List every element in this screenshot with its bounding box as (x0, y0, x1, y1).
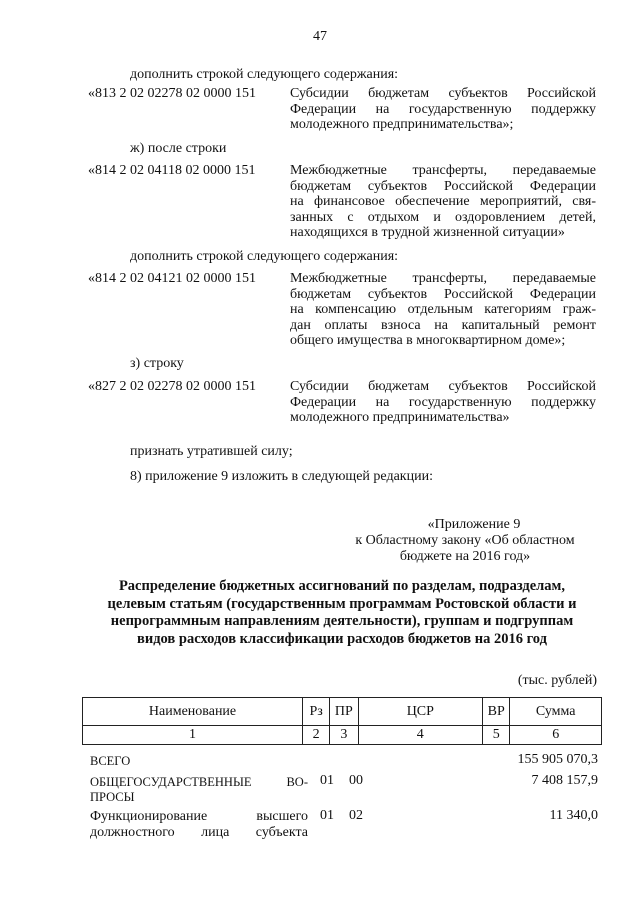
row-pr: 00 (349, 773, 363, 788)
appendix-header (330, 517, 600, 565)
row-name-line: должностного лица субъекта (90, 825, 308, 840)
table-number-row (83, 726, 602, 745)
col-number: 3 (330, 726, 358, 745)
header-csr: ЦСР (358, 698, 482, 726)
appendix-line: «Приложение 9 (427, 517, 521, 532)
entry-description (290, 86, 596, 133)
row-sum: 7 408 157,9 (531, 773, 598, 788)
row-name-line: ВСЕГО (90, 754, 131, 768)
entry-description (290, 271, 596, 349)
entry-description (290, 379, 596, 426)
entry-code: «814 2 02 04118 02 0000 151 (88, 163, 256, 178)
document-title (82, 578, 602, 648)
paragraph-appendix-9: 8) приложение 9 изложить в следующей редакции: (130, 469, 433, 484)
entry-code: «814 2 02 04121 02 0000 151 (88, 271, 256, 286)
header-vr: ВР (483, 698, 510, 726)
row-sum: 11 340,0 (549, 808, 598, 823)
col-number: 1 (83, 726, 303, 745)
entry-code: «813 2 02 02278 02 0000 151 (88, 86, 256, 101)
row-rz: 01 (320, 773, 334, 788)
entry-line: бюджетам субъектов Российской Федерации (290, 178, 596, 194)
paragraph-add-line-1: дополнить строкой следующего содержания: (130, 67, 399, 82)
row-name-line: ПРОСЫ (90, 790, 135, 804)
row-pr: 02 (349, 808, 363, 823)
header-name: Наименование (83, 698, 303, 726)
entry-line: на компенсацию отдельным категориям граж- (290, 302, 596, 317)
entry-code: «827 2 02 02278 02 0000 151 (88, 379, 256, 394)
entry-line: дан оплаты взноса на капитальный ремонт (290, 317, 596, 333)
paragraph-add-line-2: дополнить строкой следующего содержания: (130, 249, 399, 264)
title-line: видов расходов классификации расходов бюджетов на 2016 год (137, 630, 547, 647)
entry-line: общего имущества в многоквартирном доме»; (290, 333, 566, 348)
header-rz: Рз (303, 698, 330, 726)
col-number: 5 (483, 726, 510, 745)
entry-line: молодежного предпринимательства»; (290, 117, 514, 132)
entry-line: на финансовое обеспечение мероприятий, свя- (290, 194, 596, 209)
row-rz: 01 (320, 808, 334, 823)
col-number: 6 (510, 726, 602, 745)
units-label: (тыс. рублей) (517, 673, 597, 688)
title-line: целевым статьям (государственным программам Ростовской области и (107, 595, 577, 612)
title-line: непрограммным направлениям деятельности), группам и подгруппам (110, 613, 574, 629)
entry-line: находящихся в трудной жизненной ситуации» (290, 225, 565, 240)
appendix-line: бюджете на 2016 год» (399, 549, 531, 564)
col-number: 4 (358, 726, 482, 745)
row-name (90, 775, 308, 805)
entry-line: Федерации на государственную поддержку (290, 394, 596, 410)
title-line: Распределение бюджетных ассигнований по разделам, подразделам, (118, 578, 566, 594)
budget-table-header (82, 697, 602, 745)
entry-line: Субсидии бюджетам субъектов Российской (290, 379, 596, 394)
paragraph-after-line: ж) после строки (130, 141, 227, 156)
row-name (90, 809, 308, 841)
entry-description (290, 163, 596, 241)
entry-line: бюджетам субъектов Российской Федерации (290, 286, 596, 302)
appendix-line: к Областному закону «Об областном (355, 533, 575, 548)
page-number: 47 (313, 29, 327, 44)
header-pr: ПР (330, 698, 358, 726)
row-name-line: Функционирование высшего (90, 809, 308, 824)
paragraph-line: з) строку (130, 356, 184, 371)
entry-line: Межбюджетные трансферты, передаваемые (290, 163, 596, 178)
row-sum: 155 905 070,3 (517, 752, 598, 767)
entry-line: занных с отдыхом и оздоровлением детей, (290, 209, 596, 225)
row-name-line: ОБЩЕГОСУДАРСТВЕННЫЕ ВО- (90, 775, 308, 789)
row-name (90, 754, 308, 769)
header-sum: Сумма (510, 698, 602, 726)
table-header-row (83, 698, 602, 726)
entry-line: Субсидии бюджетам субъектов Российской (290, 86, 596, 101)
entry-line: Межбюджетные трансферты, передаваемые (290, 271, 596, 286)
paragraph-repealed: признать утратившей силу; (130, 444, 293, 459)
entry-line: Федерации на государственную поддержку (290, 101, 596, 117)
entry-line: молодежного предпринимательства» (290, 410, 510, 425)
col-number: 2 (303, 726, 330, 745)
